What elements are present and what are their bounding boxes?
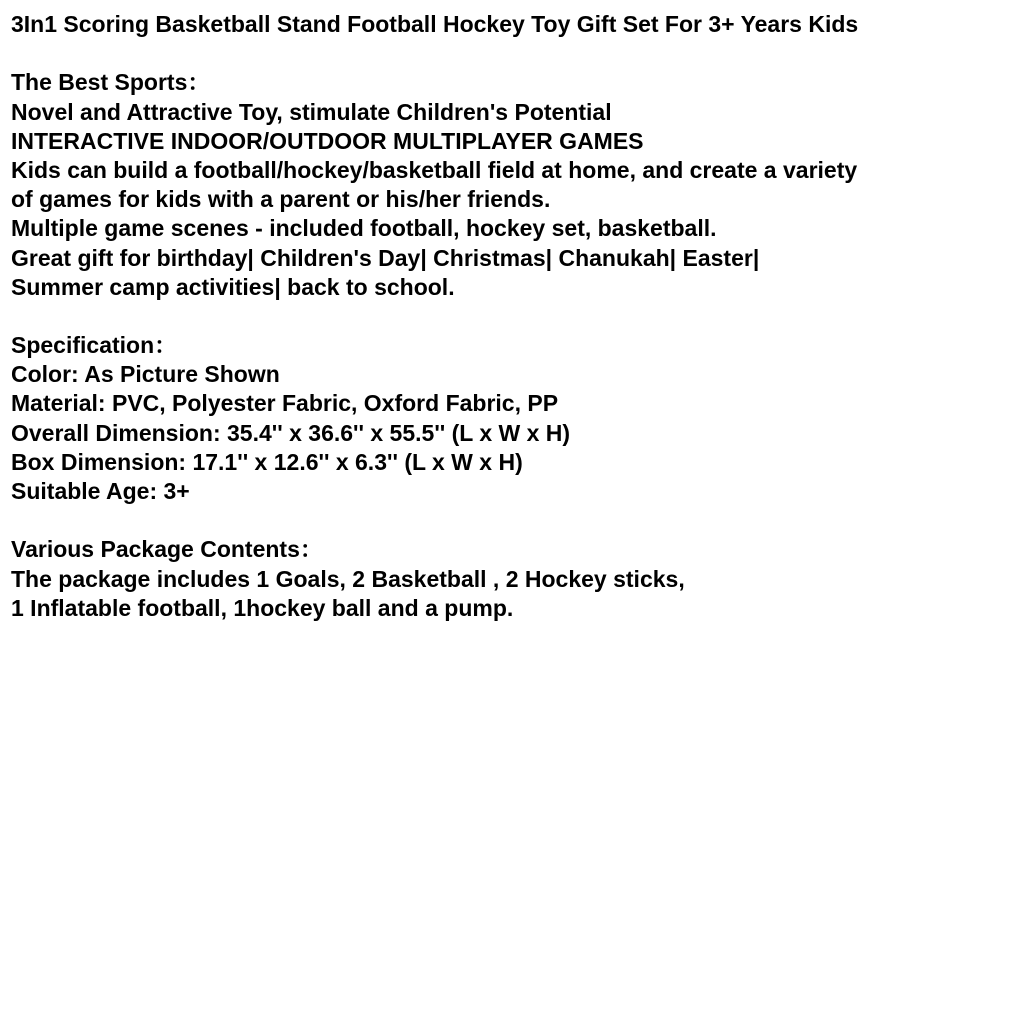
- best-sports-line: of games for kids with a parent or his/her friends.: [11, 186, 551, 213]
- specification-suitable-age: Suitable Age: 3+: [11, 478, 190, 504]
- specification-heading: Specification：: [11, 332, 178, 359]
- package-section: [11, 535, 1016, 623]
- product-title: 3In1 Scoring Basketball Stand Football Hockey Toy Gift Set For 3+ Years Kids: [11, 11, 859, 37]
- specification-section: [11, 331, 1016, 506]
- section-gap: [11, 39, 1016, 68]
- best-sports-heading: The Best Sports：: [11, 69, 211, 96]
- package-heading: Various Package Contents：: [11, 536, 323, 563]
- package-line: 1 Inflatable football, 1hockey ball and a pump.: [11, 594, 514, 621]
- best-sports-line: Great gift for birthday| Children's Day| Christmas| Chanukah| Easter|: [11, 244, 760, 271]
- section-gap: [11, 302, 1016, 331]
- best-sports-line: Kids can build a football/hockey/basketball field at home, and create a variety: [11, 156, 858, 183]
- specification-color: Color: As Picture Shown: [11, 361, 280, 388]
- package-line: The package includes 1 Goals, 2 Basketball , 2 Hockey sticks,: [11, 565, 685, 592]
- best-sports-section: [11, 68, 1016, 302]
- product-description: [11, 10, 1016, 623]
- section-gap: [11, 506, 1016, 535]
- specification-material: Material: PVC, Polyester Fabric, Oxford Fabric, PP: [11, 390, 559, 417]
- best-sports-line: Summer camp activities| back to school.: [11, 273, 455, 300]
- best-sports-line: Multiple game scenes - included football, hockey set, basketball.: [11, 215, 717, 242]
- best-sports-line: INTERACTIVE INDOOR/OUTDOOR MULTIPLAYER GAMES: [11, 127, 644, 154]
- specification-box-dimension: Box Dimension: 17.1'' x 12.6'' x 6.3'' (L x W x H): [11, 448, 523, 475]
- specification-overall-dimension: Overall Dimension: 35.4'' x 36.6'' x 55.5'' (L x W x H): [11, 419, 571, 446]
- best-sports-line: Novel and Attractive Toy, stimulate Children's Potential: [11, 98, 612, 125]
